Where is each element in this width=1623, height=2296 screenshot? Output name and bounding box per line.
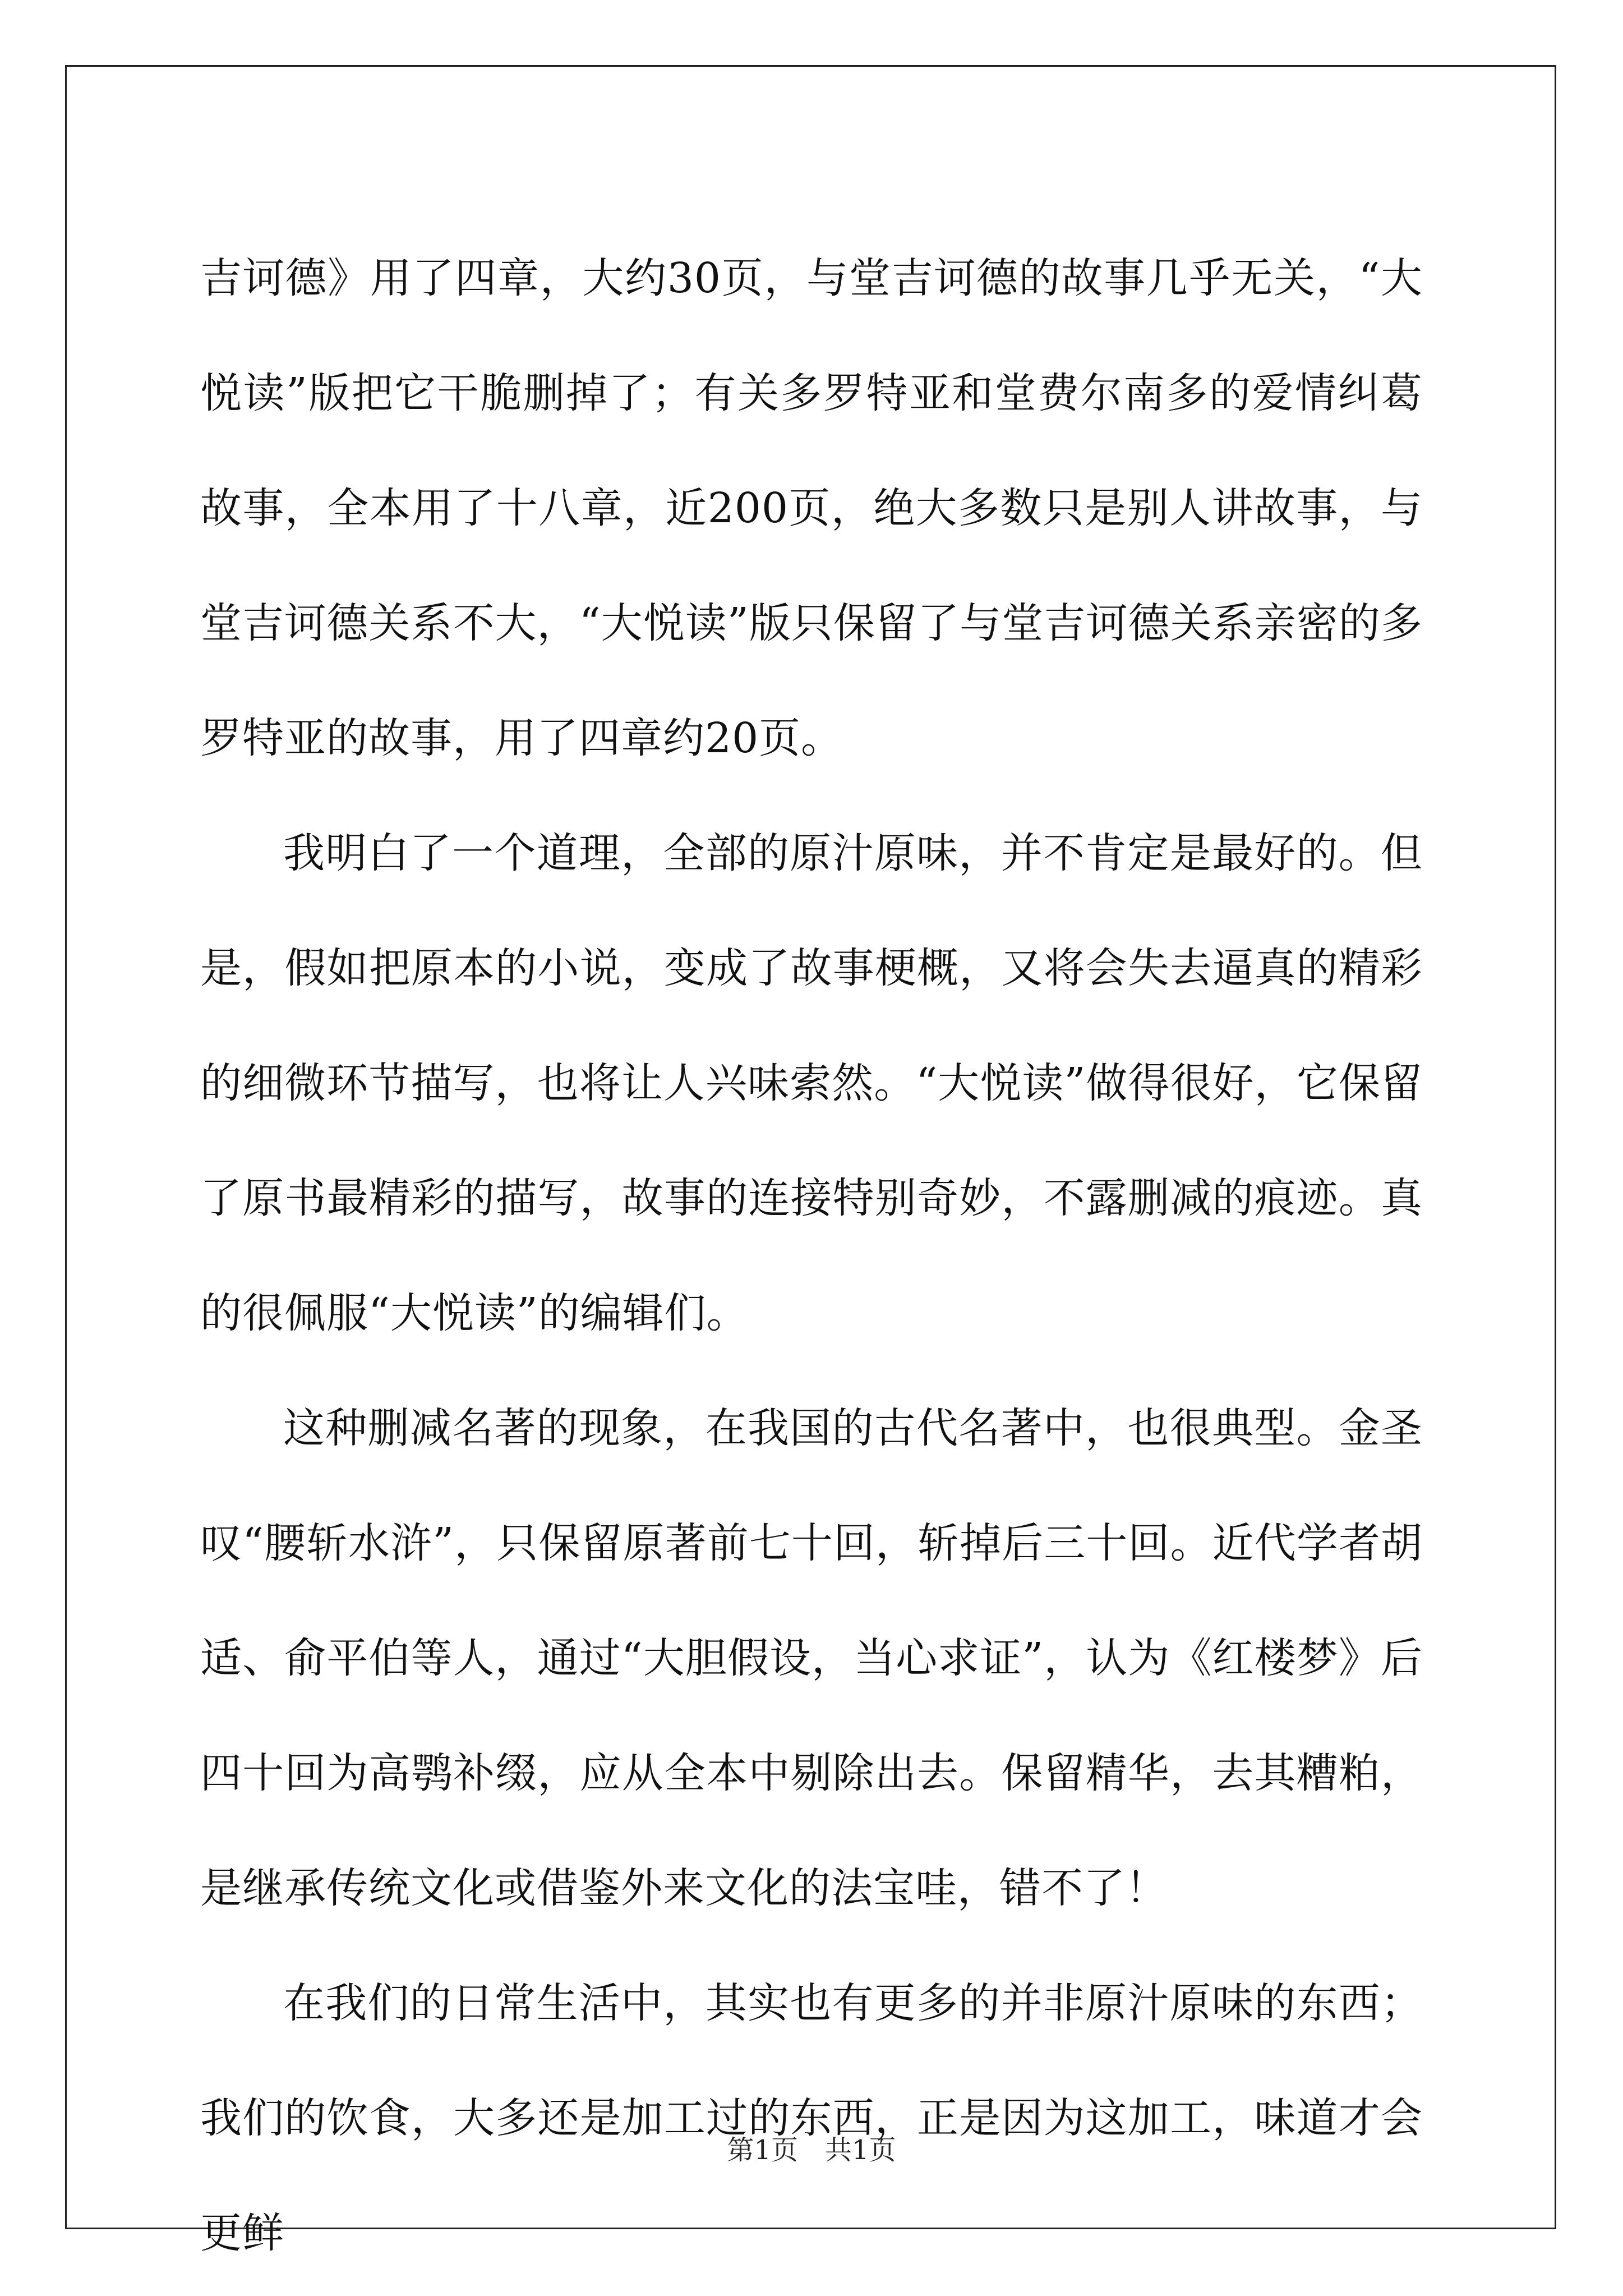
document-body xyxy=(200,221,1423,2291)
paragraph-4: 在我们的日常生活中，其实也有更多的并非原汁原味的东西；我们的饮食，大多还是加工过的东西，正是因为这加工，味道才会更鲜 xyxy=(200,1979,1423,2257)
paragraph-3: 这种删减名著的现象，在我国的古代名著中，也很典型。金圣叹“腰斩水浒”，只保留原著前七十回，斩掉后三十回。近代学者胡适、俞平伯等人，通过“大胆假设，当心求证”，认为《红楼梦》后四十回为高鹗补缀，应从全本中剔除出去。保留精华，去其糟粕，是继承传统文化或借鉴外来文化的法宝哇，错不了！ xyxy=(200,1404,1423,1912)
paragraph-2: 我明白了一个道理，全部的原汁原味，并不肯定是最好的。但是，假如把原本的小说，变成了故事梗概，又将会失去逼真的精彩的细微环节描写，也将让人兴味索然。“大悦读”做得很好，它保留了原书最精彩的描写，故事的连接特别奇妙，不露删减的痕迹。真的很佩服“大悦读”的编辑们。 xyxy=(200,829,1423,1337)
paragraph-1: 吉诃德》用了四章，大约30页，与堂吉诃德的故事几乎无关，“大悦读”版把它干脆删掉了；有关多罗特亚和堂费尔南多的爱情纠葛故事，全本用了十八章，近200页，绝大多数只是别人讲故事，与堂吉诃德关系不大，“大悦读”版只保留了与堂吉诃德关系亲密的多罗特亚的故事，用了四章约20页。 xyxy=(200,254,1423,762)
page-number-footer: 第1页 共1页 xyxy=(727,2134,896,2166)
